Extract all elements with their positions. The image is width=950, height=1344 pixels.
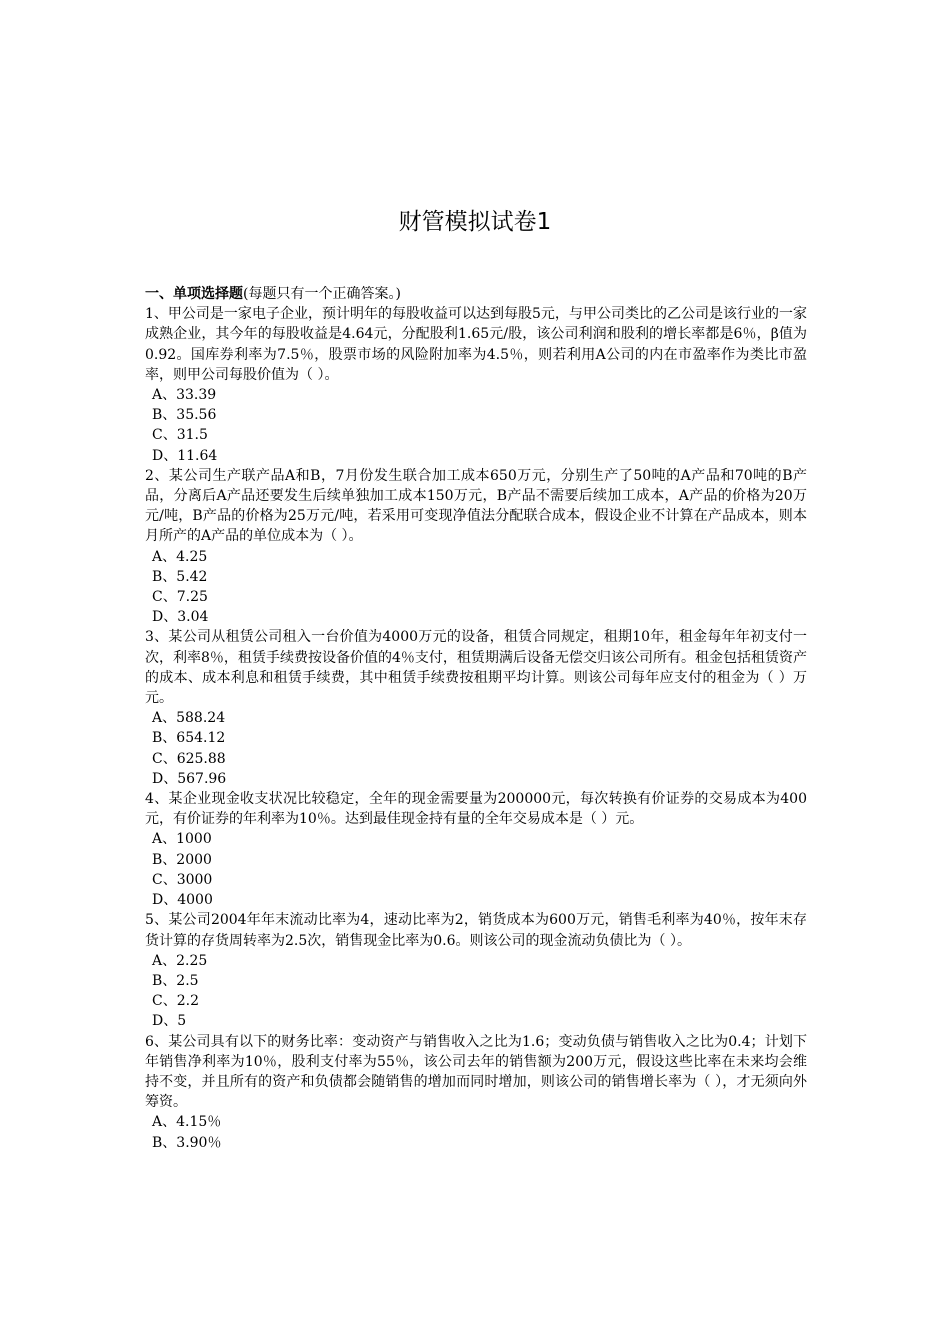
option-c: C、3000	[152, 871, 213, 888]
question-text: 3、某公司从租赁公司租入一台价值为4000万元的设备，租赁合同规定，租期10年，租金每年年初支付一次，利率8％，租赁手续费按设备价值的4％支付，租赁期满后设备无偿交归该公司所有。租金包括租赁资产的成本、成本利息和租赁手续费，其中租赁手续费按租期平均计算。则该公司每年应支付的租金为（ ）万元。	[145, 629, 807, 707]
question-3	[145, 627, 807, 789]
option-d: D、3.04	[152, 609, 209, 626]
option-a: A、2.25	[152, 952, 208, 969]
exam-content	[145, 284, 807, 1153]
question-2	[145, 466, 807, 628]
question-text: 2、某公司生产联产品A和B，7月份发生联合加工成本650万元，分别生产了50吨的A产品和70吨的B产品，分离后A产品还要发生后续单独加工成本150万元，B产品不需要后续加工成本，A产品的价格为20万元/吨，B产品的价格为25万元/吨，若采用可变现净值法分配联合成本，假设企业不计算在产品成本，则本月所产的A产品的单位成本为（ ）。	[145, 467, 807, 545]
option-d: D、4000	[152, 892, 213, 909]
question-text: 5、某公司2004年年末流动比率为4，速动比率为2，销货成本为600万元，销售毛利率为40％，按年末存货计算的存货周转率为2.5次，销售现金比率为0.6。则该公司的现金流动负债比为（ ）。	[145, 912, 807, 949]
option-c: C、2.2	[152, 993, 199, 1010]
option-b: B、3.90％	[152, 1134, 222, 1151]
question-text: 4、某企业现金收支状况比较稳定，全年的现金需要量为200000元，每次转换有价证券的交易成本为400元，有价证券的年利率为10％。达到最佳现金持有量的全年交易成本是（ ）元。	[145, 791, 807, 828]
option-b: B、2000	[152, 851, 212, 868]
option-c: C、31.5	[152, 427, 208, 444]
question-text: 6、某公司具有以下的财务比率：变动资产与销售收入之比为1.6；变动负债与销售收入之比为0.4；计划下年销售净利率为10％，股利支付率为55％，该公司去年的销售额为200万元，假设这些比率在未来均会维持不变，并且所有的资产和负债都会随销售的增加而同时增加，则该公司的销售增长率为（ ），才无须向外筹资。	[145, 1033, 807, 1111]
question-5	[145, 910, 807, 1031]
question-text: 1、甲公司是一家电子企业，预计明年的每股收益可以达到每股5元，与甲公司类比的乙公司是该行业的一家成熟企业，其今年的每股收益是4.64元，分配股利1.65元/股，该公司利润和股利的增长率都是6％，β值为0.92。国库券利率为7.5％，股票市场的风险附加率为4.5％，则若利用A公司的内在市盈率作为类比市盈率，则甲公司每股价值为（ ）。	[145, 306, 807, 383]
section-heading	[145, 284, 807, 304]
option-a: A、4.25	[152, 548, 208, 565]
option-a: A、33.39	[152, 387, 217, 404]
option-a: A、1000	[152, 831, 212, 848]
option-d: D、5	[152, 1013, 187, 1030]
option-b: B、5.42	[152, 568, 208, 585]
question-1	[145, 304, 807, 466]
option-b: B、2.5	[152, 972, 199, 989]
option-a: A、4.15％	[152, 1114, 222, 1131]
question-6	[145, 1032, 807, 1153]
page-title: 财管模拟试卷1	[398, 209, 552, 235]
option-a: A、588.24	[152, 710, 226, 727]
option-c: C、625.88	[152, 750, 226, 767]
section-title: 一、单项选择题	[145, 286, 243, 302]
question-4	[145, 789, 807, 910]
option-b: B、35.56	[152, 407, 217, 424]
section-note: (每题只有一个正确答案。)	[243, 286, 401, 302]
option-d: D、567.96	[152, 770, 227, 787]
option-c: C、7.25	[152, 589, 208, 606]
option-b: B、654.12	[152, 730, 226, 747]
option-d: D、11.64	[152, 447, 218, 464]
